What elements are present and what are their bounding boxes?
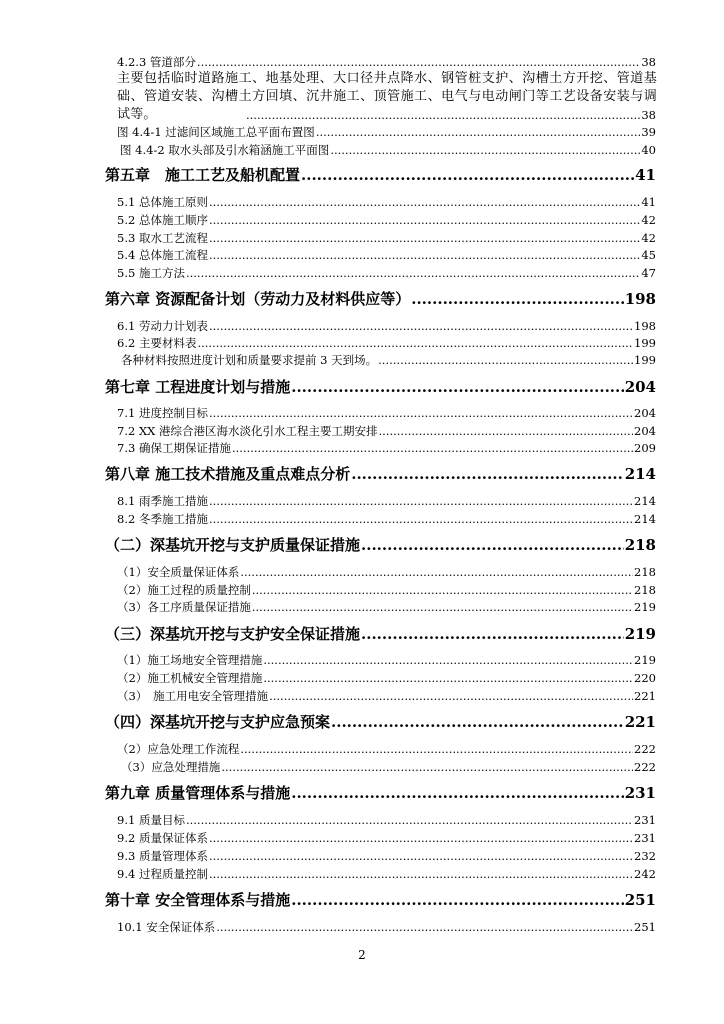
leader-dots	[197, 53, 640, 71]
toc-entry: 图 4.4-1 过滤间区域施工总平面布置图 ..... 39	[117, 123, 656, 141]
toc-section: （二）深基坑开挖与支护质量保证措施 ..... 218	[105, 533, 656, 557]
leader-dots	[378, 351, 633, 369]
toc-entry: 图 4.4-2 取水头部及引水箱涵施工平面图 ..... 40	[120, 141, 656, 159]
toc-entry: 6.2 主要材料表 ..... 199	[117, 334, 656, 352]
toc-chapter: 第九章 质量管理体系与措施 ..... 231	[105, 781, 656, 805]
toc-entry: （2）施工机械安全管理措施 ..... 220	[117, 669, 656, 687]
leader-dots	[291, 888, 623, 912]
toc-entry: 7.1 进度控制目标 ..... 204	[117, 404, 656, 422]
toc-entry: 5.5 施工方法 ..... 47	[117, 264, 656, 282]
leader-dots	[411, 287, 623, 311]
toc-entry: （1）安全质量保证体系 ..... 218	[117, 563, 656, 581]
toc-entry: 7.3 确保工期保证措施 ..... 209	[117, 439, 656, 457]
leader-dots	[240, 740, 633, 758]
leader-dots	[232, 439, 633, 457]
toc-entry: （2）应急处理工作流程 ..... 222	[117, 740, 656, 758]
toc-entry: 9.2 质量保证体系 ..... 231	[117, 829, 656, 847]
toc-entry: （3）应急处理措施 ..... 222	[121, 758, 656, 776]
leader-dots	[351, 462, 623, 486]
toc-entry: 10.1 安全保证体系 ..... 251	[117, 918, 656, 936]
toc-paragraph-tail: ..... 38	[245, 106, 656, 124]
toc-entry: 7.2 XX 港综合港区海水淡化引水工程主要工期安排 ..... 204	[117, 422, 656, 440]
leader-dots	[361, 533, 624, 557]
leader-dots	[331, 710, 624, 734]
leader-dots	[240, 563, 633, 581]
toc-entry: 5.3 取水工艺流程 ..... 42	[117, 229, 656, 247]
leader-dots	[197, 334, 633, 352]
leader-dots	[246, 106, 640, 124]
toc-entry: 6.1 劳动力计划表 ..... 198	[117, 317, 656, 335]
toc-entry: （3） 施工用电安全管理措施 ..... 221	[117, 687, 656, 705]
toc-section: （四）深基坑开挖与支护应急预案 ..... 221	[105, 710, 656, 734]
leader-dots	[216, 918, 633, 936]
leader-dots	[209, 510, 633, 528]
leader-dots	[209, 229, 640, 247]
leader-dots	[301, 163, 634, 187]
leader-dots	[221, 758, 633, 776]
leader-dots	[269, 687, 633, 705]
page-number: 2	[358, 948, 366, 962]
leader-dots	[186, 811, 633, 829]
leader-dots	[291, 375, 623, 399]
leader-dots	[209, 246, 640, 264]
toc-chapter: 第七章 工程进度计划与措施 ..... 204	[105, 375, 656, 399]
toc-entry: 5.2 总体施工顺序 ..... 42	[117, 211, 656, 229]
leader-dots	[263, 669, 633, 687]
leader-dots	[186, 264, 640, 282]
leader-dots	[316, 123, 641, 141]
leader-dots	[209, 847, 633, 865]
toc-entry: 4.2.3 管道部分 ..... 38	[117, 53, 656, 71]
leader-dots	[252, 581, 633, 599]
leader-dots	[252, 598, 633, 616]
leader-dots	[209, 193, 640, 211]
toc-entry: 5.4 总体施工流程 ..... 45	[117, 246, 656, 264]
leader-dots	[209, 865, 633, 883]
leader-dots	[209, 492, 633, 510]
toc-chapter: 第六章 资源配备计划（劳动力及材料供应等） ..... 198	[105, 287, 656, 311]
toc-entry: （3）各工序质量保证措施 ..... 219	[117, 598, 656, 616]
toc-chapter: 第八章 施工技术措施及重点难点分析 ..... 214	[105, 462, 656, 486]
toc-chapter: 第五章 施工工艺及船机配置 ..... 41	[105, 163, 656, 187]
toc-entry: （2）施工过程的质量控制 ..... 218	[117, 581, 656, 599]
leader-dots	[330, 141, 640, 159]
toc-entry: 8.2 冬季施工措施 ..... 214	[117, 510, 656, 528]
leader-dots	[209, 404, 633, 422]
leader-dots	[209, 317, 633, 335]
toc-entry: 9.3 质量管理体系 ..... 232	[117, 847, 656, 865]
leader-dots	[291, 781, 623, 805]
toc-entry: 9.1 质量目标 ..... 231	[117, 811, 656, 829]
toc-entry: 5.1 总体施工原则 ..... 41	[117, 193, 656, 211]
leader-dots	[263, 651, 633, 669]
leader-dots	[209, 211, 640, 229]
leader-dots	[361, 622, 624, 646]
toc-entry: （1）施工场地安全管理措施 ..... 219	[117, 651, 656, 669]
toc-chapter: 第十章 安全管理体系与措施 ..... 251	[105, 888, 656, 912]
toc-section: （三）深基坑开挖与支护安全保证措施 ..... 219	[105, 622, 656, 646]
toc-entry: 8.1 雨季施工措施 ..... 214	[117, 492, 656, 510]
leader-dots	[378, 422, 633, 440]
toc-paragraph: 主要包括临时道路施工、地基处理、大口径井点降水、钢管桩支护、沟槽土方开挖、管道基础、管道安装、沟槽土方回填、沉井施工、顶管施工、电气与电动闸门等工艺设备安装与调试等。	[117, 71, 657, 122]
leader-dots	[209, 829, 633, 847]
toc-entry: 各种材料按照进度计划和质量要求提前 3 天到场。 ..... 199	[121, 351, 656, 369]
toc-entry: 9.4 过程质量控制 ..... 242	[117, 865, 656, 883]
